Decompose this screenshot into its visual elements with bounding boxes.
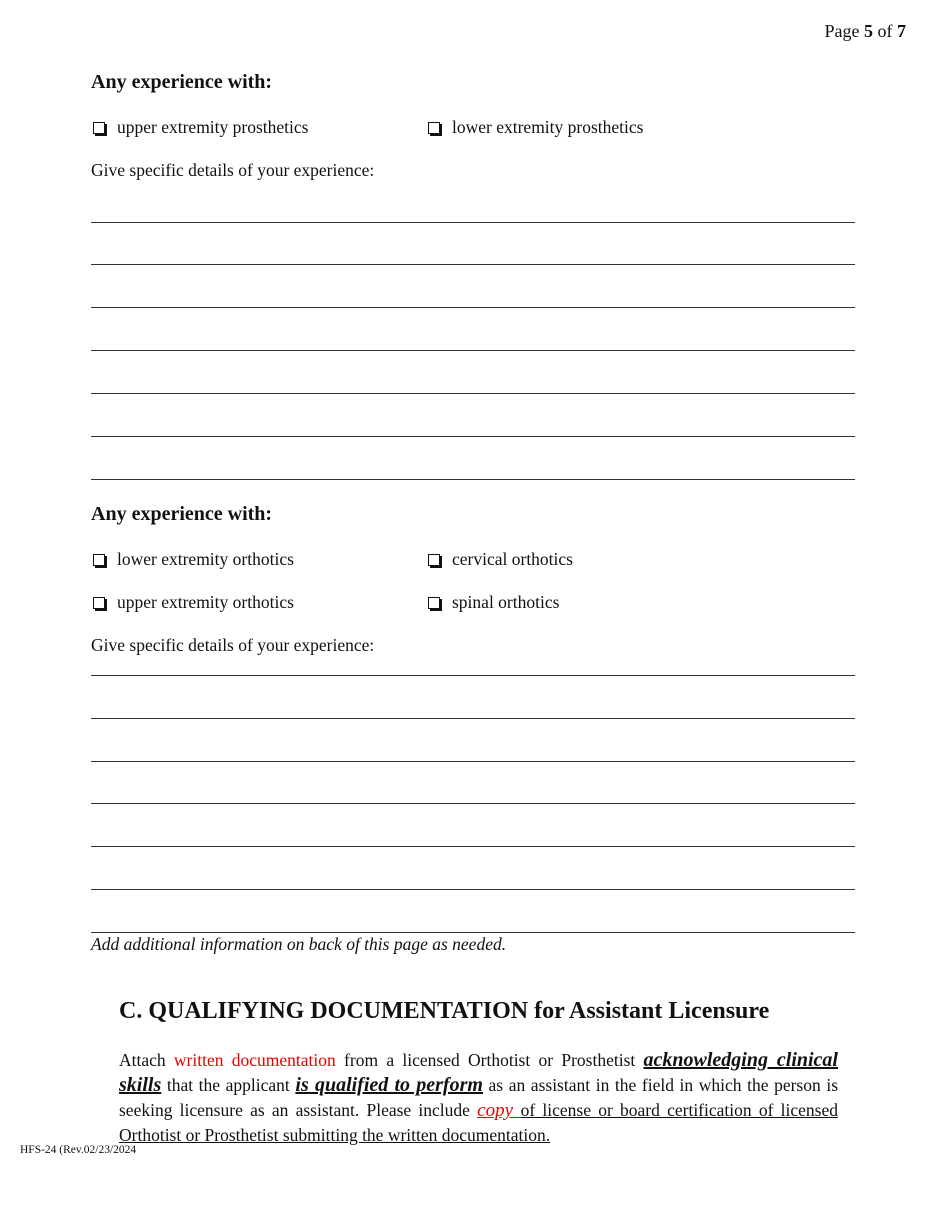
form-revision-footer: HFS-24 (Rev.02/23/2024: [20, 1144, 137, 1156]
checkbox-icon[interactable]: [428, 597, 440, 609]
checkbox-upper-extremity-prosthetics[interactable]: [91, 117, 308, 138]
answer-line[interactable]: [91, 393, 855, 394]
answer-line[interactable]: [91, 222, 855, 223]
emphasis-text: is qualified to perform: [295, 1074, 483, 1096]
option-label: lower extremity prosthetics: [452, 117, 644, 137]
checkbox-icon[interactable]: [93, 122, 105, 134]
option-label: lower extremity orthotics: [117, 549, 294, 569]
red-emphasis-text: copy: [477, 1100, 521, 1121]
red-text: written documentation: [173, 1050, 336, 1070]
option-label: upper extremity orthotics: [117, 592, 294, 612]
text: from a licensed Orthotist or Prosthetist: [335, 1050, 644, 1070]
checkbox-icon[interactable]: [93, 597, 105, 609]
text: as an assistant in the field in which the person is seeking licensure as an assistant. Please include: [119, 1075, 839, 1120]
checkbox-icon[interactable]: [93, 554, 105, 566]
checkbox-lower-extremity-orthotics[interactable]: [91, 549, 294, 570]
option-label: cervical orthotics: [452, 549, 573, 569]
checkbox-spinal-orthotics[interactable]: [426, 592, 559, 613]
answer-line[interactable]: [91, 350, 855, 351]
page-number: Page 5 of 7: [824, 21, 906, 41]
group1-heading: Any experience with:: [91, 71, 273, 93]
answer-line[interactable]: [91, 889, 855, 890]
section-c-heading: C. QUALIFYING DOCUMENTATION for Assistant Licensure: [119, 998, 770, 1024]
option-label: upper extremity prosthetics: [117, 117, 309, 137]
checkbox-upper-extremity-orthotics[interactable]: [91, 592, 294, 613]
checkbox-icon[interactable]: [428, 554, 440, 566]
answer-line[interactable]: [91, 846, 855, 847]
text: Attach: [119, 1050, 174, 1070]
answer-line[interactable]: [91, 932, 855, 933]
underlined-text: of license or board certification of licensed Orthotist or Prosthetist submitting the written documentation.: [119, 1100, 838, 1145]
group2-heading: Any experience with:: [91, 503, 273, 525]
details-label: Give specific details of your experience:: [91, 160, 375, 180]
answer-line[interactable]: [91, 675, 855, 676]
answer-line[interactable]: [91, 761, 855, 762]
checkbox-cervical-orthotics[interactable]: [426, 549, 573, 570]
additional-info-note: Add additional information on back of this page as needed.: [91, 934, 507, 954]
section-c-paragraph: [119, 1048, 838, 1148]
answer-line[interactable]: [91, 718, 855, 719]
option-label: spinal orthotics: [452, 592, 560, 612]
answer-line[interactable]: [91, 436, 855, 437]
emphasis-text: acknowledging clinical skills: [119, 1049, 838, 1096]
checkbox-icon[interactable]: [428, 122, 440, 134]
answer-line[interactable]: [91, 803, 855, 804]
text: that the applicant: [161, 1075, 296, 1095]
answer-line[interactable]: [91, 264, 855, 265]
answer-line[interactable]: [91, 307, 855, 308]
answer-line[interactable]: [91, 479, 855, 480]
checkbox-lower-extremity-prosthetics[interactable]: [426, 117, 643, 138]
details-label: Give specific details of your experience:: [91, 635, 375, 655]
